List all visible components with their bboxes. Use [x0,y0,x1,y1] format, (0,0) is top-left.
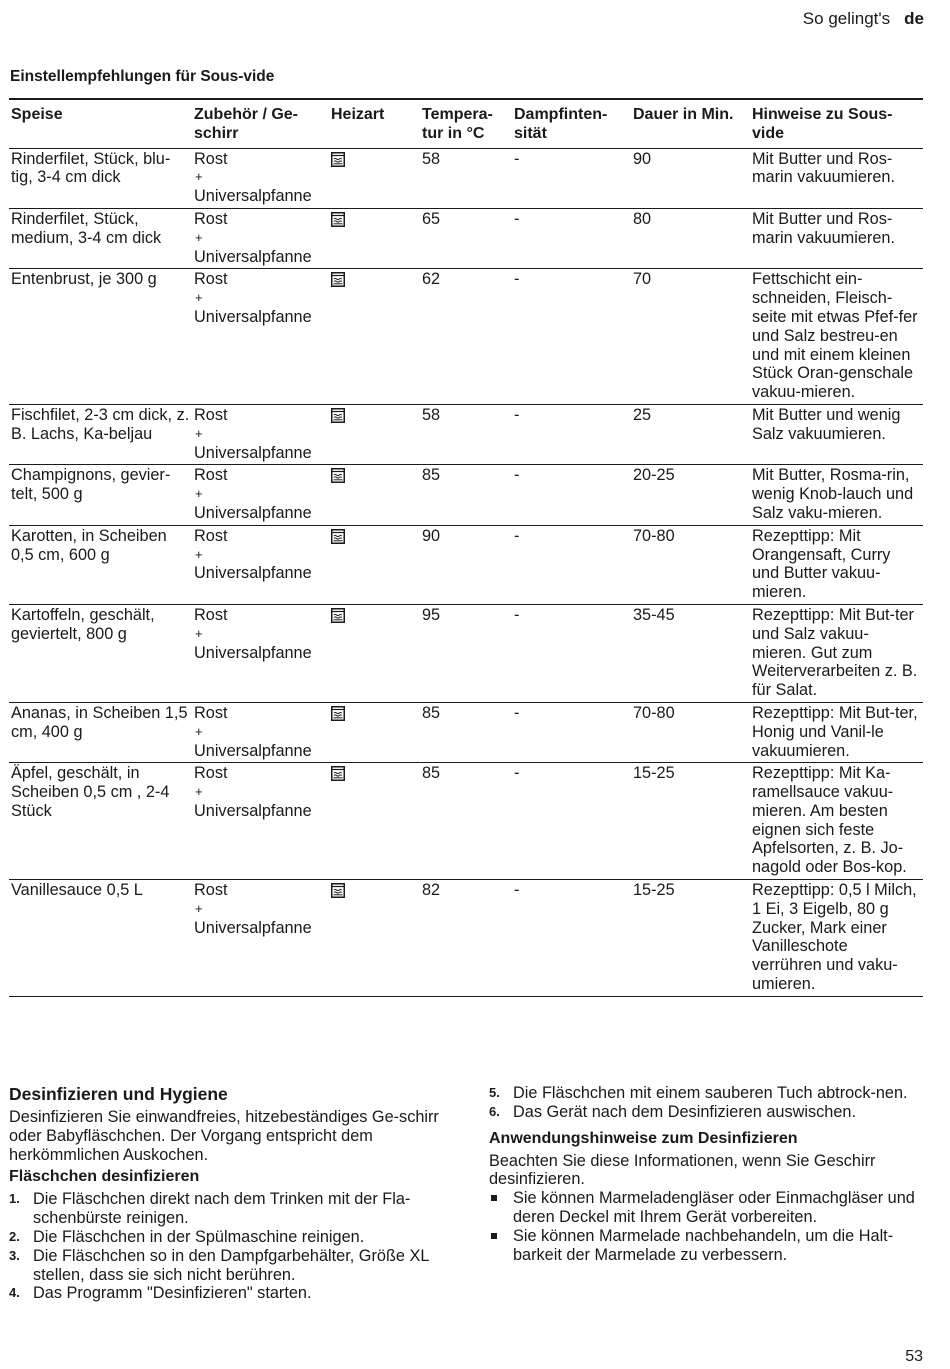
cell-temperature: 90 [420,525,512,604]
accessory-plus: + [195,784,203,800]
cell-notes: Rezepttipp: 0,5 l Milch, 1 Ei, 3 Eigelb, 80 g Zucker, Mark einer Vanilleschote verrühren und vaku-umieren. [750,880,923,997]
table-row [9,880,923,997]
cell-accessory [192,763,329,880]
step-list [9,1190,449,1303]
cell-accessory [192,269,329,405]
cell-duration: 80 [631,208,750,268]
cell-food: Äpfel, geschält, in Scheiben 0,5 cm , 2-4 Stück [9,763,192,880]
cell-duration: 90 [631,148,750,208]
steam-mode-icon [331,468,345,483]
intro-text: Desinfizieren Sie einwandfreies, hitzebeständiges Ge-schirr oder Babyfläschchen. Der Vorgang entspricht dem herkömmlichen Auskochen. [9,1108,439,1164]
cell-accessory [192,208,329,268]
table-header-row [9,99,923,148]
cell-notes: Mit Butter und Ros-marin vakuumieren. [750,148,923,208]
step-item [9,1247,449,1285]
cell-temperature: 85 [420,763,512,880]
cell-food: Vanillesauce 0,5 L [9,880,192,997]
step-text: Das Programm "Desinfizieren" starten. [33,1284,312,1303]
accessory-plus: + [195,625,203,641]
table-row [9,604,923,702]
cell-heating [329,702,420,762]
cell-notes: Rezepttipp: Mit But-ter, Honig und Vanil-le vakuumieren. [750,702,923,762]
steam-mode-icon [331,272,345,287]
step-number: 6. [489,1103,500,1119]
cell-temperature: 58 [420,404,512,464]
header-heating: Heizart [329,99,420,148]
accessory-secondary: Universalpfanne [194,643,312,662]
cell-heating [329,465,420,525]
accessory-secondary: Universalpfanne [194,443,312,462]
cell-steam: - [512,465,631,525]
step-text: Die Fläschchen mit einem sauberen Tuch abtrock-nen. [513,1084,908,1102]
accessory-secondary: Universalpfanne [194,187,312,206]
steam-mode-icon [331,766,345,781]
cell-duration: 70 [631,269,750,405]
cell-steam: - [512,525,631,604]
cell-notes: Mit Butter und wenig Salz vakuumieren. [750,404,923,464]
step-text: Das Gerät nach dem Desinfizieren auswischen. [513,1102,856,1121]
table-row [9,465,923,525]
cell-duration: 70-80 [631,702,750,762]
header-food: Speise [9,99,192,148]
cell-temperature: 82 [420,880,512,997]
square-bullet-icon [491,1195,497,1201]
table-row [9,702,923,762]
cell-notes: Mit Butter, Rosma-rin, wenig Knob-lauch und Salz vaku-mieren. [750,465,923,525]
cell-food: Ananas, in Scheiben 1,5 cm, 400 g [9,702,192,762]
cell-temperature: 85 [420,465,512,525]
cell-steam: - [512,404,631,464]
accessory-primary: Rost [194,466,228,485]
cell-temperature: 85 [420,702,512,762]
accessory-plus: + [195,486,203,502]
section-name: So gelingt's [802,9,891,28]
cell-steam: - [512,880,631,997]
accessory-secondary: Universalpfanne [194,503,312,522]
cell-temperature: 62 [420,269,512,405]
square-bullet-icon [491,1233,497,1239]
subheading: Fläschchen desinfizieren [9,1168,200,1186]
accessory-primary: Rost [194,703,228,722]
table-row [9,525,923,604]
cell-steam: - [512,604,631,702]
cell-heating [329,604,420,702]
accessory-plus: + [195,425,203,441]
table-row [9,404,923,464]
steam-mode-icon [331,706,345,721]
cell-accessory [192,404,329,464]
step-item [9,1284,449,1303]
table-row [9,208,923,268]
table-title: Einstellempfehlungen für Sous-vide [10,68,275,85]
section-heading: Desinfizieren und Hygiene [9,1084,228,1104]
cell-steam: - [512,763,631,880]
step-text: Die Fläschchen direkt nach dem Trinken mit der Fla-schenbürste reinigen. [33,1190,411,1228]
step-number: 4. [9,1285,20,1301]
cell-food: Rinderfilet, Stück, medium, 3-4 cm dick [9,208,192,268]
cell-heating [329,208,420,268]
accessory-primary: Rost [194,149,228,168]
accessory-plus: + [195,169,203,185]
cell-temperature: 95 [420,604,512,702]
step-item [9,1190,449,1228]
page-header [803,9,924,29]
header-accessory: Zubehör / Ge-schirr [192,99,329,148]
bullet-text: Sie können Marmelade nachbehandeln, um die Halt-barkeit der Marmelade zu verbessern. [513,1226,894,1264]
accessory-primary: Rost [194,764,228,783]
cell-food: Fischfilet, 2-3 cm dick, z. B. Lachs, Ka-beljau [9,404,192,464]
steam-mode-icon [331,883,345,898]
steam-mode-icon [331,608,345,623]
cell-heating [329,763,420,880]
cell-heating [329,525,420,604]
cell-steam: - [512,269,631,405]
cell-notes: Fettschicht ein-schneiden, Fleisch-seite mit etwas Pfef-fer und Salz bestreu-en und mit einem kleinen Stück Oran-genschale vakuu-mieren. [750,269,923,405]
steam-mode-icon [331,212,345,227]
accessory-plus: + [195,723,203,739]
bullet-list [489,1189,929,1264]
cell-duration: 15-25 [631,880,750,997]
accessory-secondary: Universalpfanne [194,918,312,937]
bullet-text: Sie können Marmeladengläser oder Einmachgläser und deren Deckel mit Ihrem Gerät vorbereiten. [513,1189,915,1226]
steam-mode-icon [331,529,345,544]
step-text: Die Fläschchen in der Spülmaschine reinigen. [33,1227,365,1246]
step-list-continued [489,1084,929,1122]
table-row [9,269,923,405]
cell-accessory [192,465,329,525]
table-row [9,148,923,208]
accessory-secondary: Universalpfanne [194,564,312,583]
subheading: Anwendungshinweise zum Desinfizieren [489,1129,798,1147]
cell-food: Karotten, in Scheiben 0,5 cm, 600 g [9,525,192,604]
cell-accessory [192,604,329,702]
cell-notes: Mit Butter und Ros-marin vakuumieren. [750,208,923,268]
header-steam: Dampfinten-sität [512,99,631,148]
cell-notes: Rezepttipp: Mit Ka-ramellsauce vakuu-mieren. Am besten eignen sich feste Apfelsorten, z. B. Jo-nagold oder Bos-kop. [750,763,923,880]
cell-duration: 25 [631,404,750,464]
cell-notes: Rezepttipp: Mit But-ter und Salz vakuu-mieren. Gut zum Weiterverarbeiten z. B. für Salat. [750,604,923,702]
cell-food: Kartoffeln, geschält, geviertelt, 800 g [9,604,192,702]
step-number: 3. [9,1247,20,1263]
step-item [489,1084,929,1103]
cell-steam: - [512,702,631,762]
cell-accessory [192,702,329,762]
step-number: 1. [9,1191,20,1207]
accessory-secondary: Universalpfanne [194,307,312,326]
steam-mode-icon [331,152,345,167]
cell-duration: 70-80 [631,525,750,604]
cell-duration: 35-45 [631,604,750,702]
disinfection-notes [489,1084,929,1264]
accessory-primary: Rost [194,605,228,624]
page-number: 53 [905,1348,923,1365]
cell-duration: 20-25 [631,465,750,525]
accessory-primary: Rost [194,209,228,228]
accessory-plus: + [195,290,203,306]
cell-steam: - [512,148,631,208]
cell-food: Entenbrust, je 300 g [9,269,192,405]
steam-mode-icon [331,408,345,423]
step-number: 5. [489,1085,500,1100]
accessory-primary: Rost [194,526,228,545]
table-row [9,763,923,880]
cell-accessory [192,525,329,604]
cell-temperature: 65 [420,208,512,268]
header-duration: Dauer in Min. [631,99,750,148]
language-tag: de [904,9,924,28]
accessory-plus: + [195,546,203,562]
bullet-item [489,1227,929,1265]
cell-heating [329,880,420,997]
cell-food: Rinderfilet, Stück, blu-tig, 3-4 cm dick [9,148,192,208]
cell-notes: Rezepttipp: Mit Orangensaft, Curry und Butter vakuu-mieren. [750,525,923,604]
header-temperature: Tempera-tur in °C [420,99,512,148]
cell-accessory [192,880,329,997]
intro-text: Beachten Sie diese Informationen, wenn Sie Geschirr desinfizieren. [489,1151,876,1189]
accessory-plus: + [195,900,203,916]
accessory-secondary: Universalpfanne [194,801,312,820]
cell-accessory [192,148,329,208]
cell-heating [329,404,420,464]
accessory-primary: Rost [194,270,228,289]
accessory-primary: Rost [194,881,228,900]
cell-heating [329,269,420,405]
sous-vide-table [9,98,923,997]
cell-steam: - [512,208,631,268]
step-number: 2. [9,1228,20,1244]
cell-temperature: 58 [420,148,512,208]
accessory-secondary: Universalpfanne [194,247,312,266]
accessory-primary: Rost [194,405,228,424]
cell-food: Champignons, gevier-telt, 500 g [9,465,192,525]
accessory-plus: + [195,229,203,245]
step-text: Die Fläschchen so in den Dampfgarbehälter, Größe XL stellen, dass sie sich nicht berühren. [33,1246,429,1284]
disinfection-section [9,1084,449,1303]
accessory-secondary: Universalpfanne [194,741,312,760]
step-item [489,1103,929,1122]
bullet-item [489,1189,929,1227]
cell-heating [329,148,420,208]
header-notes: Hinweise zu Sous-vide [750,99,923,148]
cell-duration: 15-25 [631,763,750,880]
step-item [9,1228,449,1247]
